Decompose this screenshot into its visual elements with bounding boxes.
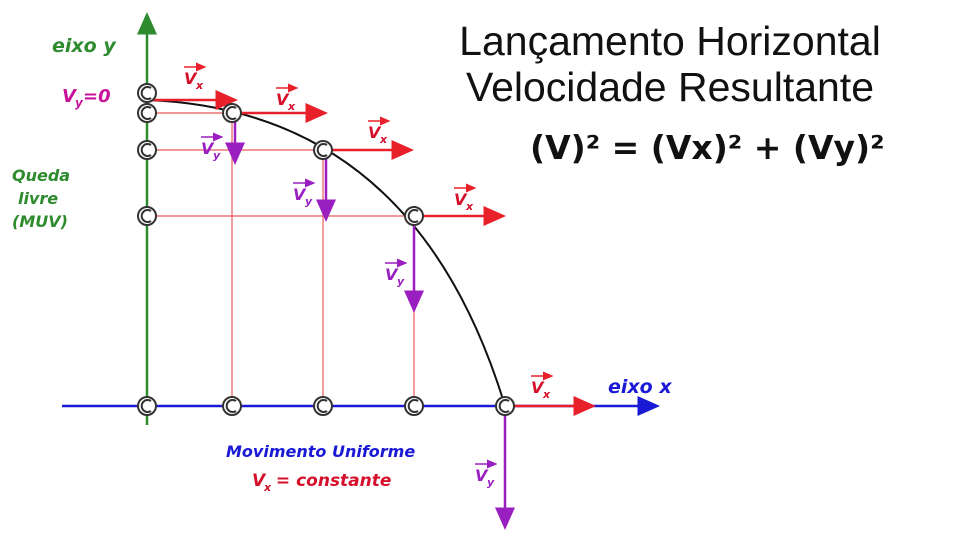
svg-text:V: V xyxy=(531,378,544,397)
vx-vectors xyxy=(152,100,586,406)
ball-icon xyxy=(138,397,156,415)
vy-label xyxy=(293,183,313,208)
x-axis-label: eixo x xyxy=(608,376,672,398)
svg-text:x: x xyxy=(543,388,551,401)
ball-icon xyxy=(138,104,156,122)
uniform-motion-label: Movimento Uniforme xyxy=(226,442,416,461)
vx-label xyxy=(368,121,388,146)
ball-icon xyxy=(496,397,514,415)
svg-text:y: y xyxy=(305,195,313,208)
y-axis-label: eixo y xyxy=(52,35,116,57)
svg-text:Queda: Queda xyxy=(12,166,71,185)
svg-text:y: y xyxy=(487,476,495,489)
vx-label xyxy=(531,376,551,401)
ball-icon xyxy=(138,84,156,102)
svg-text:x: x xyxy=(264,481,272,494)
svg-text:y: y xyxy=(213,149,221,162)
vy-zero-label xyxy=(62,86,111,110)
title-line-2: Velocidade Resultante xyxy=(465,64,875,110)
svg-text:(MUV): (MUV) xyxy=(12,212,68,231)
svg-text:V: V xyxy=(62,86,76,107)
svg-text:V: V xyxy=(385,265,398,284)
vy-label xyxy=(201,137,221,162)
svg-text:V: V xyxy=(276,90,289,109)
slide-title xyxy=(410,18,930,110)
svg-text:=0: =0 xyxy=(83,86,111,107)
vx-label xyxy=(454,188,474,213)
vx-label xyxy=(276,88,296,113)
free-fall-label xyxy=(12,166,70,231)
svg-text:V: V xyxy=(201,139,214,158)
ball-icon xyxy=(138,207,156,225)
ball-icon xyxy=(314,397,332,415)
guide-lines xyxy=(147,113,414,406)
vy-label xyxy=(475,464,495,489)
svg-text:y: y xyxy=(75,96,83,110)
svg-text:V: V xyxy=(293,185,306,204)
vx-constant-label xyxy=(252,471,391,494)
vy-label xyxy=(385,263,405,288)
svg-text:V: V xyxy=(252,471,266,491)
ball-icon xyxy=(223,104,241,122)
ball-icon xyxy=(223,397,241,415)
svg-text:V: V xyxy=(454,190,467,209)
title-line-1: Lançamento Horizontal xyxy=(459,18,881,64)
vy-vector-labels xyxy=(201,137,495,489)
svg-text:x: x xyxy=(380,133,388,146)
svg-text:y: y xyxy=(397,275,405,288)
svg-text:V: V xyxy=(475,466,488,485)
svg-text:livre: livre xyxy=(18,189,59,208)
ball-icon xyxy=(314,141,332,159)
svg-text:V: V xyxy=(368,123,381,142)
svg-text:x: x xyxy=(196,79,204,92)
svg-text:x: x xyxy=(466,200,474,213)
svg-text:x: x xyxy=(288,100,296,113)
ball-icon xyxy=(405,397,423,415)
svg-text:= constante: = constante xyxy=(270,471,392,491)
vx-label xyxy=(184,67,204,92)
svg-text:V: V xyxy=(184,69,197,88)
ball-icon xyxy=(405,207,423,225)
ball-icon xyxy=(138,141,156,159)
resultant-velocity-formula: (V)² = (Vx)² + (Vy)² xyxy=(530,128,885,167)
